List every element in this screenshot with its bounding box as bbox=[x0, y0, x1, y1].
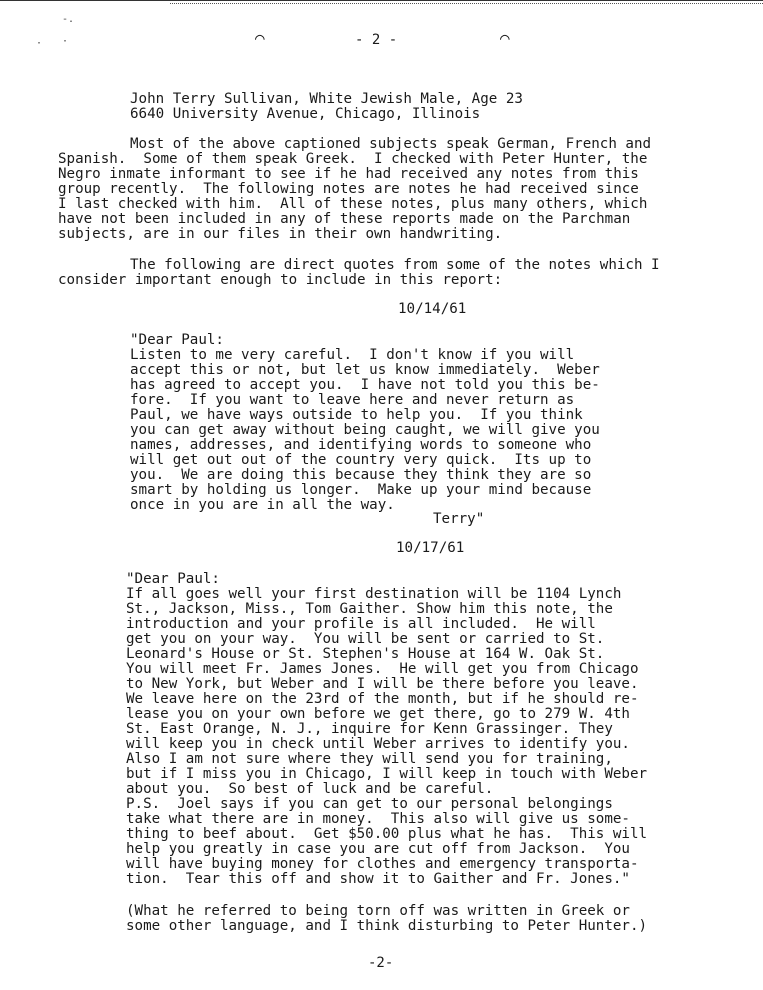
para1-line: group recently. The following notes are notes he had received since bbox=[58, 181, 639, 197]
note2-line: help you greatly in case you are cut off from Jackson. You bbox=[126, 841, 630, 857]
note2-line: will have buying money for clothes and emergency transporta- bbox=[126, 856, 639, 872]
note2-line: get you on your way. You will be sent or carried to St. bbox=[126, 631, 605, 647]
note2-line: If all goes well your first destination will be 1104 Lynch bbox=[126, 586, 622, 602]
note1-date: 10/14/61 bbox=[398, 301, 467, 317]
note2-line: We leave here on the 23rd of the month, but if he should re- bbox=[126, 691, 639, 707]
top-dotted-rule bbox=[170, 0, 763, 4]
check-mark: ⌒ bbox=[255, 28, 265, 47]
note2-line: St., Jackson, Miss., Tom Gaither. Show him this note, the bbox=[126, 601, 613, 617]
check-mark: ⌒ bbox=[500, 28, 510, 47]
scan-mark: · bbox=[62, 36, 69, 47]
note1-line: will get out out of the country very quick. Its up to bbox=[130, 452, 592, 468]
note2-line: "Dear Paul: bbox=[126, 571, 220, 587]
note2-line: St. East Orange, N. J., inquire for Kenn Grassinger. They bbox=[126, 721, 613, 737]
note2-line: about you. So best of luck and be careful. bbox=[126, 781, 494, 797]
note1-line: smart by holding us longer. Make up your mind because bbox=[130, 482, 592, 498]
note1-line: Listen to me very careful. I don't know if you will bbox=[130, 347, 575, 363]
note2-line: Leonard's House or St. Stephen's House at 164 W. Oak St. bbox=[126, 646, 605, 662]
para1-line: I last checked with him. All of these notes, plus many others, which bbox=[58, 196, 648, 212]
note1-line: accept this or not, but let us know immediately. Weber bbox=[130, 362, 600, 378]
para1-line: have not been included in any of these reports made on the Parchman bbox=[58, 211, 631, 227]
note2-line: but if I miss you in Chicago, I will keep in touch with Weber bbox=[126, 766, 648, 782]
note2-line: introduction and your profile is all included. He will bbox=[126, 616, 596, 632]
note2-line: thing to beef about. Get $50.00 plus what he has. This will bbox=[126, 826, 648, 842]
para2-line: The following are direct quotes from some of the notes which I bbox=[130, 257, 660, 273]
note1-line: has agreed to accept you. I have not told you this be- bbox=[130, 377, 600, 393]
note2-line: will keep you in check until Weber arrives to identify you. bbox=[126, 736, 630, 752]
page-number-top: - 2 - bbox=[355, 32, 398, 48]
scan-mark: · bbox=[36, 38, 43, 49]
para1-line: subjects, are in our files in their own handwriting. bbox=[58, 226, 503, 242]
page-number-bottom: -2- bbox=[368, 955, 394, 971]
scan-mark: -. bbox=[62, 14, 75, 25]
note2-line: lease you on your own before we get there, go to 279 W. 4th bbox=[126, 706, 630, 722]
note1-line: fore. If you want to leave here and never return as bbox=[130, 392, 575, 408]
para2-line: consider important enough to include in this report: bbox=[58, 272, 503, 288]
note2-line: P.S. Joel says if you can get to our personal belongings bbox=[126, 796, 613, 812]
note2-line: take what there are in money. This also will give us some- bbox=[126, 811, 630, 827]
note1-line: once in you are in all the way. bbox=[130, 497, 395, 513]
subject-name: John Terry Sullivan, White Jewish Male, Age 23 bbox=[130, 91, 523, 107]
para1-line: Spanish. Some of them speak Greek. I checked with Peter Hunter, the bbox=[58, 151, 648, 167]
closing-line: some other language, and I think disturbing to Peter Hunter.) bbox=[126, 918, 648, 934]
subject-address: 6640 University Avenue, Chicago, Illinois bbox=[130, 106, 481, 122]
note2-line: tion. Tear this off and show it to Gaither and Fr. Jones." bbox=[126, 871, 630, 887]
note1-line: Paul, we have ways outside to help you. If you think bbox=[130, 407, 583, 423]
note1-line: you. We are doing this because they think they are so bbox=[130, 467, 592, 483]
closing-line: (What he referred to being torn off was written in Greek or bbox=[126, 903, 630, 919]
note2-line: to New York, but Weber and I will be there before you leave. bbox=[126, 676, 639, 692]
note2-date: 10/17/61 bbox=[396, 540, 465, 556]
note1-signature: Terry" bbox=[433, 511, 485, 527]
para1-line: Most of the above captioned subjects speak German, French and bbox=[130, 136, 652, 152]
note1-line: you can get away without being caught, we will give you bbox=[130, 422, 600, 438]
note2-line: You will meet Fr. James Jones. He will get you from Chicago bbox=[126, 661, 639, 677]
note1-line: names, addresses, and identifying words to someone who bbox=[130, 437, 592, 453]
note2-line: Also I am not sure where they will send you for training, bbox=[126, 751, 613, 767]
para1-line: Negro inmate informant to see if he had received any notes from this bbox=[58, 166, 639, 182]
note1-line: "Dear Paul: bbox=[130, 332, 224, 348]
